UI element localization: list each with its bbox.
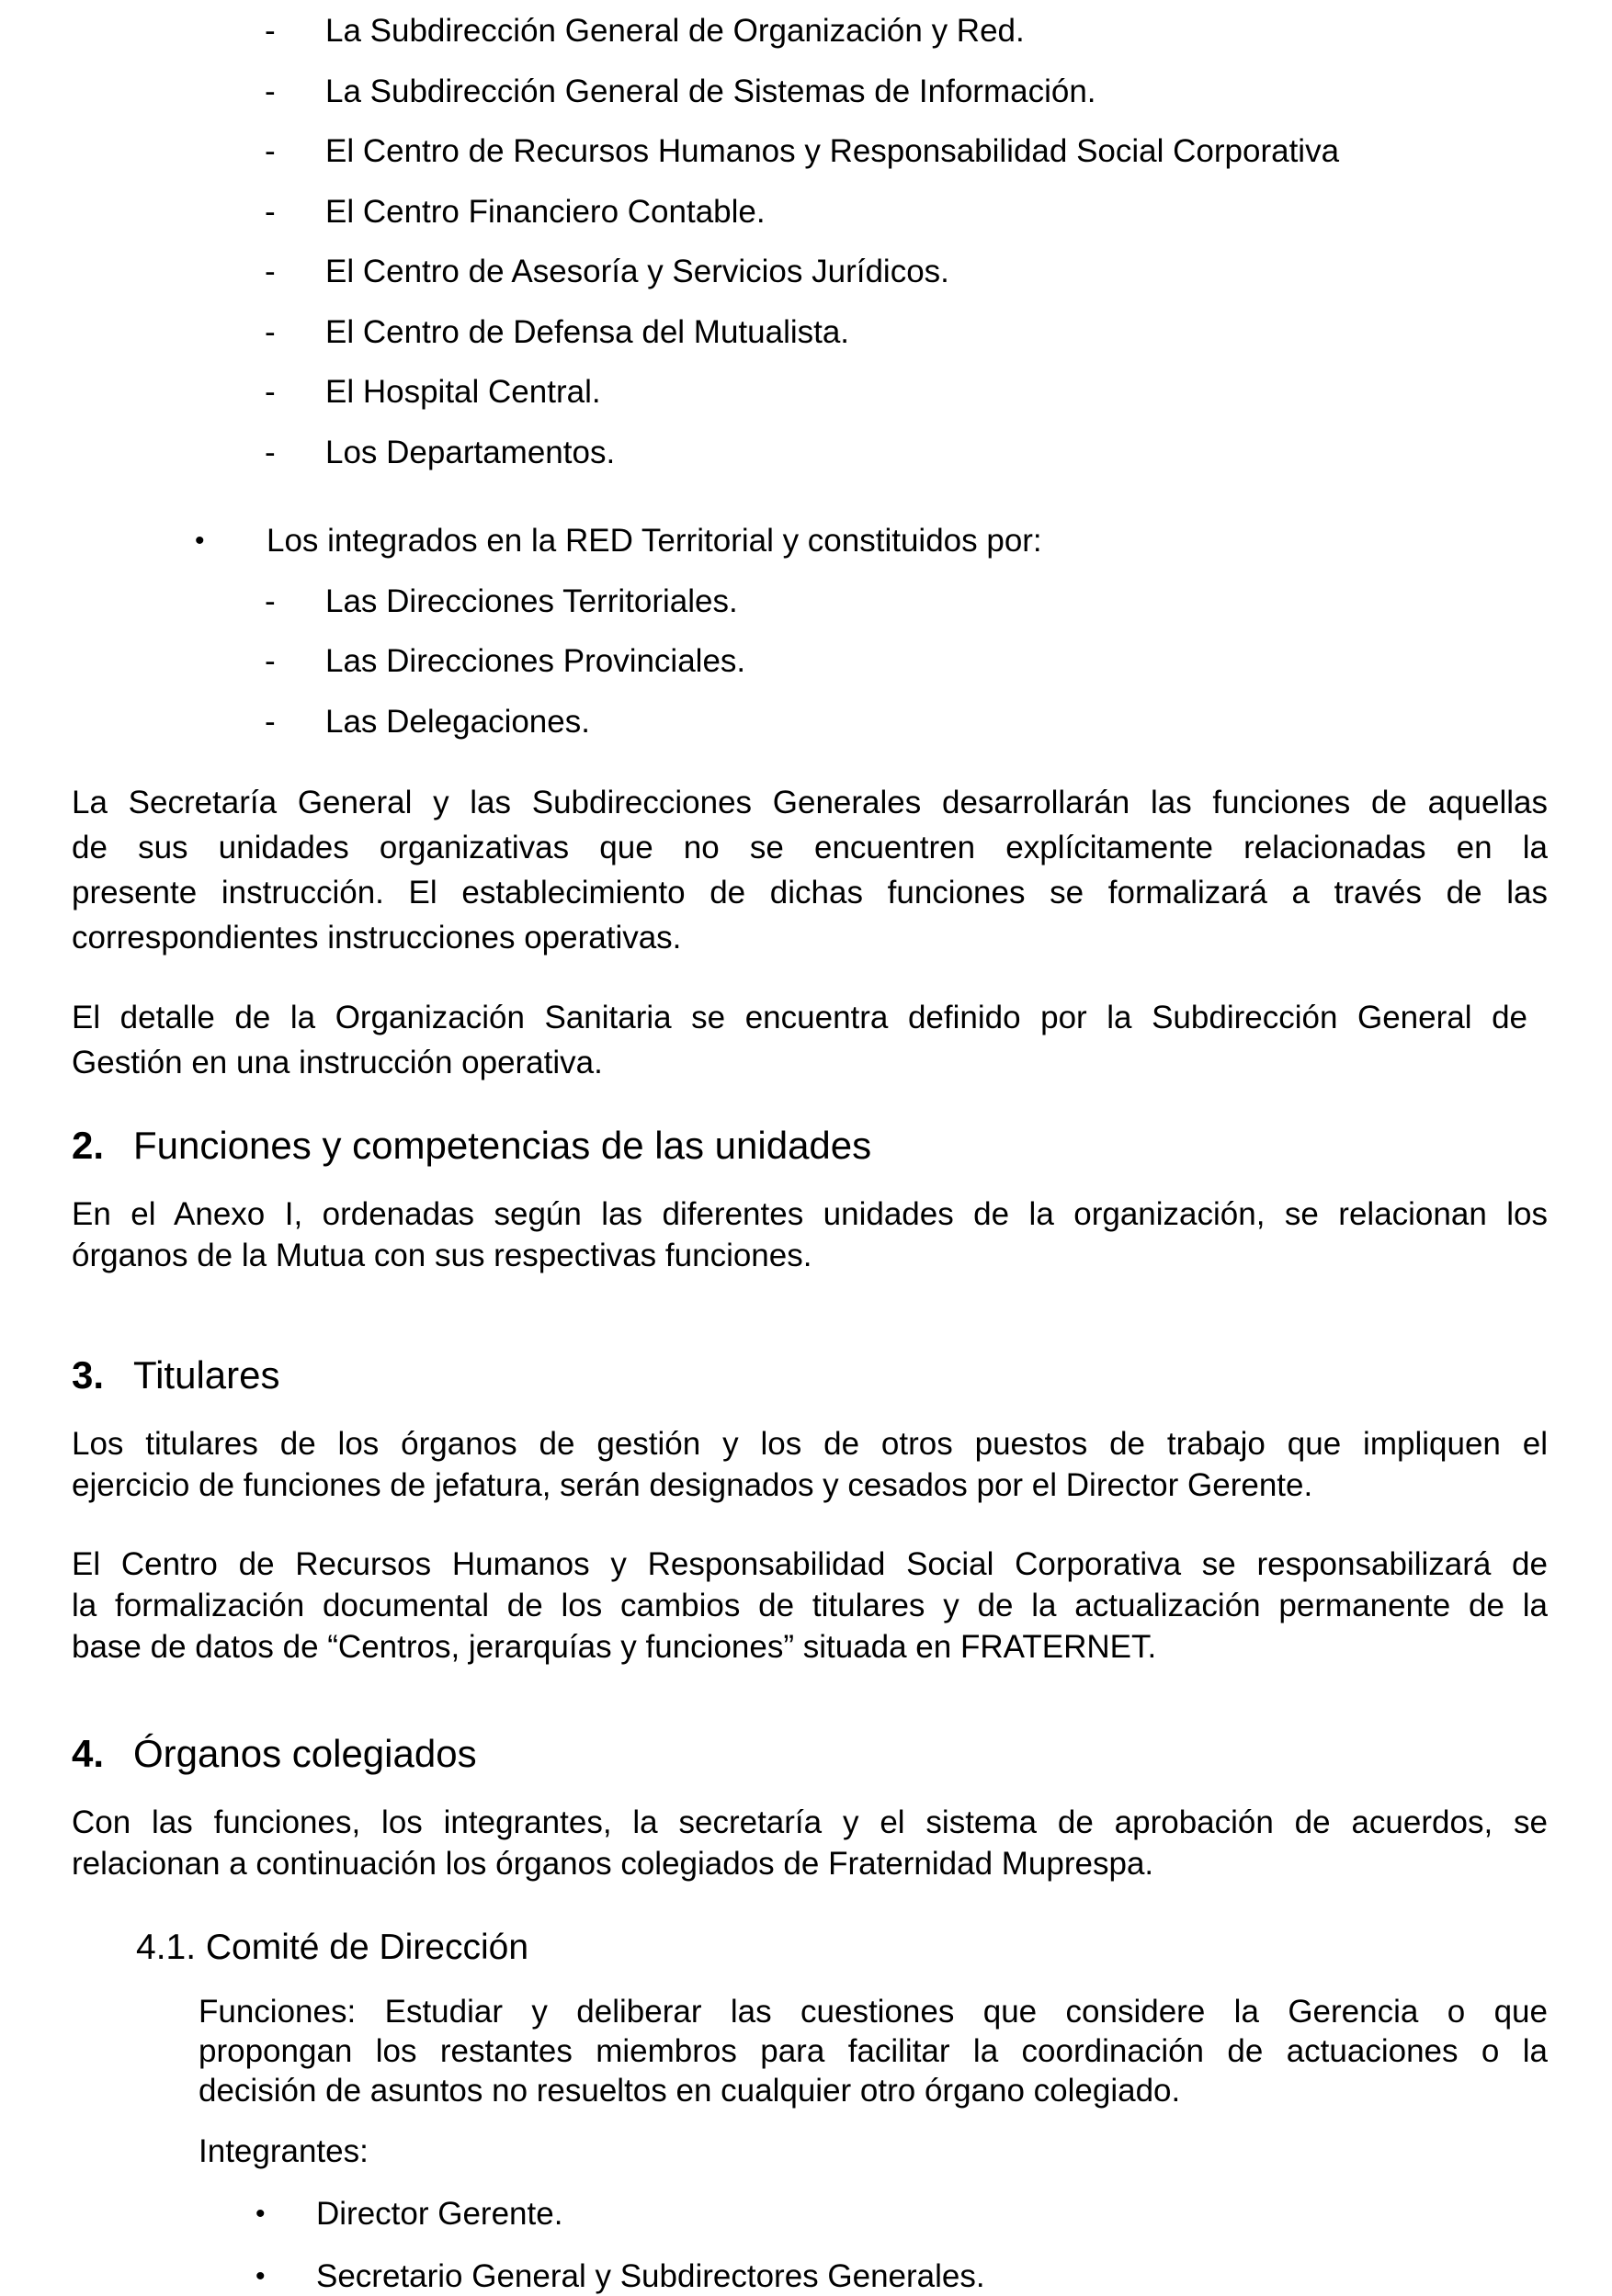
list-dash: -: [265, 643, 276, 679]
list-item: La Subdirección General de Organización y Red.: [325, 13, 1025, 49]
list-item: Las Direcciones Territoriales.: [325, 583, 738, 619]
paragraph-line: presente instrucción. El establecimiento de dichas funciones se formalizará a través de las: [72, 875, 1548, 910]
list-dash: -: [265, 583, 276, 619]
list-item: El Hospital Central.: [325, 374, 601, 410]
section-3-heading: [72, 1352, 280, 1398]
integrante-item: Director Gerente.: [316, 2196, 563, 2232]
section-number: 3.: [72, 1353, 105, 1397]
list-dash: -: [265, 314, 276, 350]
paragraph-line: la formalización documental de los cambios de titulares y de la actualización permanente de la: [72, 1588, 1548, 1623]
list-dash: -: [265, 254, 276, 289]
section-4-heading: [72, 1731, 477, 1777]
paragraph-line: El detalle de la Organización Sanitaria se encuentra definido por la Subdirección General de: [72, 1000, 1527, 1035]
section-title: Órganos colegiados: [133, 1732, 477, 1775]
section-4-paragraph: [72, 1802, 1548, 1884]
list-dash: -: [265, 374, 276, 410]
bullet: •: [255, 2199, 266, 2229]
integrantes-label: Integrantes:: [199, 2133, 369, 2169]
paragraph-line: órganos de la Mutua con sus respectivas funciones.: [72, 1238, 812, 1273]
section-number: 2.: [72, 1124, 105, 1167]
list-dash: -: [265, 704, 276, 740]
section-3-paragraph-2: [72, 1544, 1548, 1668]
paragraph-line: ejercicio de funciones de jefatura, serán designados y cesados por el Director Gerente.: [72, 1467, 1313, 1503]
paragraph-line: En el Anexo I, ordenadas según las diferentes unidades de la organización, se relacionan los: [72, 1196, 1548, 1232]
list-item: La Subdirección General de Sistemas de Información.: [325, 74, 1096, 109]
paragraph-line: La Secretaría General y las Subdirecciones Generales desarrollarán las funciones de aquellas: [72, 785, 1548, 820]
list-dash: -: [265, 13, 276, 49]
section-2-paragraph: [72, 1193, 1548, 1276]
bullet: •: [195, 526, 205, 556]
paragraph-line: Los titulares de los órganos de gestión y los de otros puestos de trabajo que impliquen el: [72, 1426, 1548, 1462]
list-item: Las Delegaciones.: [325, 704, 590, 740]
paragraph-line: relacionan a continuación los órganos colegiados de Fraternidad Muprespa.: [72, 1846, 1154, 1882]
list-dash: -: [265, 133, 276, 169]
paragraph-line: Con las funciones, los integrantes, la secretaría y el sistema de aprobación de acuerdos, se: [72, 1804, 1548, 1840]
list-item: El Centro Financiero Contable.: [325, 194, 766, 230]
paragraph-line: correspondientes instrucciones operativas.: [72, 920, 682, 956]
section-title: Titulares: [133, 1353, 280, 1397]
section-title: Funciones y competencias de las unidades: [133, 1124, 872, 1167]
paragraph-line: propongan los restantes miembros para facilitar la coordinación de actuaciones o la: [199, 2033, 1548, 2069]
paragraph-sanitaria: [72, 995, 1548, 1085]
integrante-item: Secretario General y Subdirectores Generales.: [316, 2258, 985, 2294]
list-item: El Centro de Asesoría y Servicios Jurídicos.: [325, 254, 949, 289]
list-dash: -: [265, 194, 276, 230]
list-dash: -: [265, 435, 276, 470]
section-3-paragraph-1: [72, 1423, 1548, 1506]
list-item: El Centro de Defensa del Mutualista.: [325, 314, 850, 350]
list-item: Las Direcciones Provinciales.: [325, 643, 746, 679]
paragraph-line: El Centro de Recursos Humanos y Responsabilidad Social Corporativa se responsabilizará de: [72, 1546, 1548, 1582]
section-number: 4.: [72, 1732, 105, 1775]
list-item: Los Departamentos.: [325, 435, 616, 470]
list-dash: -: [265, 74, 276, 109]
subsection-funciones: [199, 1992, 1548, 2110]
paragraph-line: Gestión en una instrucción operativa.: [72, 1045, 603, 1080]
paragraph-secretaria: [72, 780, 1548, 960]
section-2-heading: [72, 1123, 871, 1169]
red-bullet-text: Los integrados en la RED Territorial y constituidos por:: [267, 523, 1042, 559]
paragraph-line: de sus unidades organizativas que no se encuentren explícitamente relacionadas en la: [72, 830, 1548, 865]
paragraph-line: decisión de asuntos no resueltos en cualquier otro órgano colegiado.: [199, 2073, 1181, 2109]
bullet: •: [255, 2261, 266, 2291]
paragraph-line: base de datos de “Centros, jerarquías y funciones” situada en FRATERNET.: [72, 1629, 1157, 1665]
subsection-4-1-heading: 4.1. Comité de Dirección: [136, 1928, 529, 1967]
paragraph-line: Funciones: Estudiar y deliberar las cuestiones que considere la Gerencia o que: [199, 1994, 1548, 2030]
list-item: El Centro de Recursos Humanos y Responsabilidad Social Corporativa: [325, 133, 1340, 169]
